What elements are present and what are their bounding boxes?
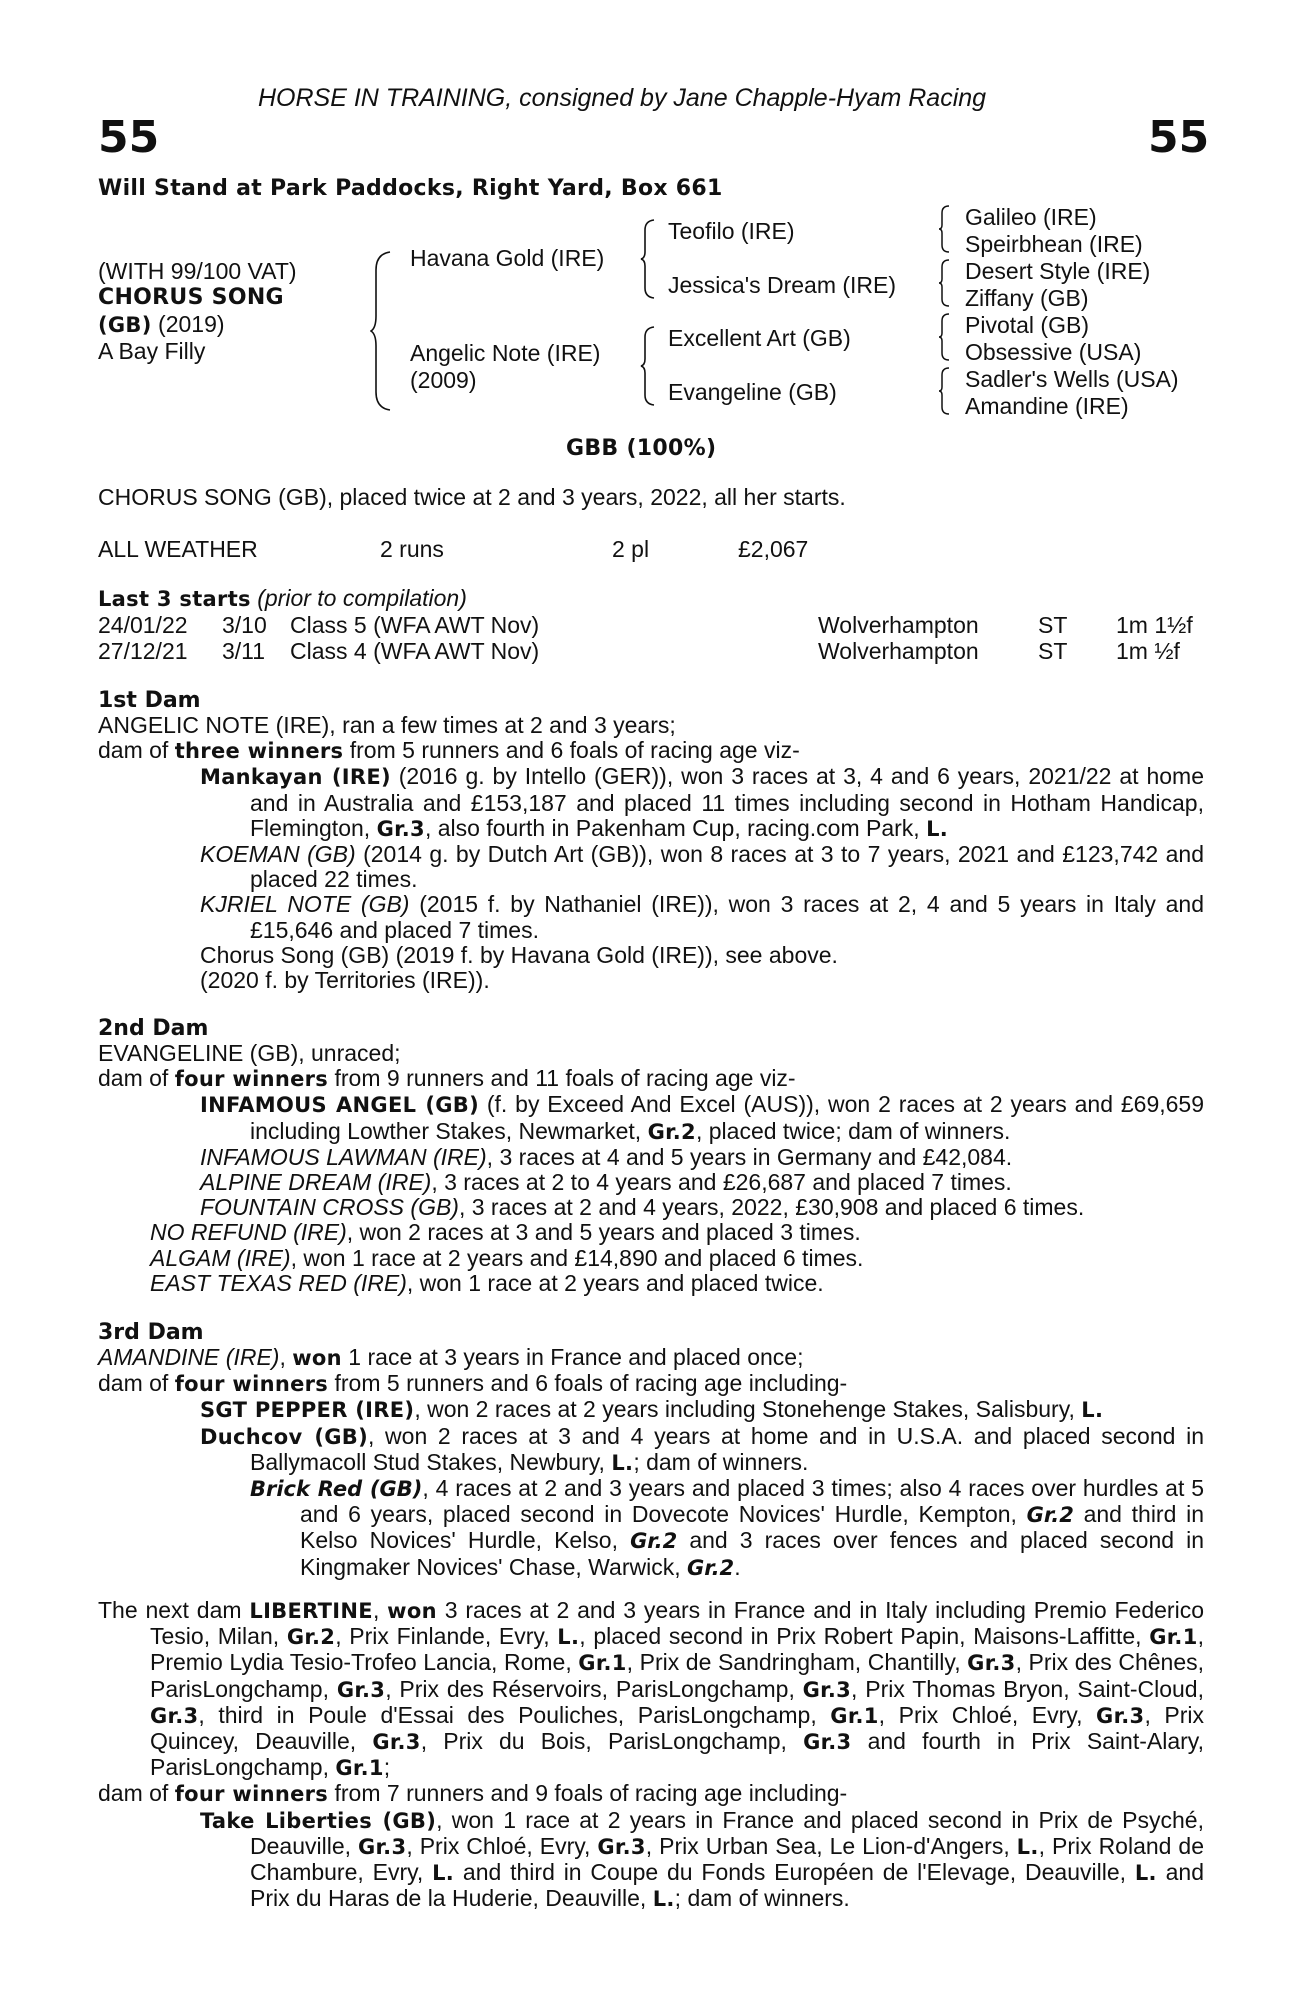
third-dam-heading: 3rd Dam [98,1320,204,1345]
pedigree-brace-dam [640,325,658,407]
descendant-infamous-lawman: INFAMOUS LAWMAN (IRE), 3 races at 4 and 5 years in Germany and £42,084. [200,1143,1013,1170]
second-dam-line: EVANGELINE (GB), unraced; [98,1040,401,1066]
produce-kjriel-note: KJRIEL NOTE (GB) (2015 f. by Nathaniel (IRE)), won 3 races at 2, 4 and 5 years in Italy and £15,646 and placed 7 times. [200,891,1204,943]
pedigree-dds: Sadler's Wells (USA) [965,366,1179,392]
produce-no-refund: NO REFUND (IRE), won 2 races at 3 and 5 years and placed 3 times. [150,1219,861,1246]
pedigree-sire-sire: Teofilo (IRE) [668,218,795,244]
next-dam-section [98,1598,1204,1912]
start-position: 3/11 [222,638,266,664]
pedigree-brace-ss [938,204,952,254]
pedigree-dam-dam: Evangeline (GB) [668,379,837,405]
start-position: 3/10 [222,612,267,638]
vat-note: (WITH 99/100 VAT) [98,258,297,284]
race-summary: CHORUS SONG (GB), placed twice at 2 and 3 years, 2022, all her starts. [98,484,846,510]
gbb-rating: GBB (100%) [566,436,717,461]
second-dam-section [98,1041,1204,1296]
pedigree-dam: Angelic Note (IRE) [410,340,601,366]
first-dam-line: ANGELIC NOTE (IRE), ran a few times at 2 and 3 years; [98,712,676,738]
second-dam-heading: 2nd Dam [98,1016,209,1041]
produce-east-texas-red: EAST TEXAS RED (IRE), won 1 race at 2 years and placed twice. [150,1269,824,1296]
descendant-fountain-cross: FOUNTAIN CROSS (GB), 3 races at 2 and 4 years, 2022, £30,908 and placed 6 times. [200,1194,1085,1221]
third-dam-line: AMANDINE (IRE), won 1 race at 3 years in France and placed once; [98,1344,804,1370]
record-surface: ALL WEATHER [98,536,258,562]
start-date: 24/01/22 [98,612,188,638]
horse-country: (GB) [98,313,152,337]
last-starts-heading [98,586,467,612]
produce-algam: ALGAM (IRE), won 1 race at 2 years and £14,890 and placed 6 times. [150,1244,864,1271]
pedigree-sdd: Ziffany (GB) [965,285,1089,311]
next-dam-line: The next dam LIBERTINE, won 3 races at 2 and 3 years in France and in Italy including Premio Federico Tesio, Milan, Gr.2, Prix Finlande, Evry, L., placed second in Prix Robert Papin, Maisons-Laffitte, Gr.1, Premio Lydia Tesio-Trofeo Lancia, Rome, Gr.1, Prix de Sandringham, Chantilly, Gr.3, Prix des Chênes, ParisLongchamp, Gr.3, Prix des Réservoirs, ParisLongchamp, Gr.3, Prix Thomas Bryon, Saint-Cloud, Gr.3, third in Poule d'Essai des Pouliches, ParisLongchamp, Gr.1, Prix Chloé, Evry, Gr.3, Prix Quincey, Deauville, Gr.3, Prix du Bois, ParisLongchamp, Gr.3 and fourth in Prix Saint-Alary, ParisLongchamp, Gr.1; [98,1597,1205,1781]
pedigree-sds: Desert Style (IRE) [965,258,1151,284]
pedigree-sire-dam: Jessica's Dream (IRE) [668,272,897,298]
pedigree-brace-dd [938,366,952,416]
horse-year: (2019) [158,311,225,337]
horse-description: A Bay Filly [98,338,206,364]
horse-origin [98,312,225,338]
third-dam-produce-line: dam of four winners from 5 runners and 6 foals of racing age including- [98,1370,848,1397]
start-race: Class 5 (WFA AWT Nov) [290,612,540,638]
consignment-line: HORSE IN TRAINING, consigned by Jane Chapple-Hyam Racing [258,84,987,112]
pedigree-dsd: Obsessive (USA) [965,339,1142,365]
produce-mankayan: Mankayan (IRE) (2016 g. by Intello (GER)), won 3 races at 3, 4 and 6 years, 2021/22 at home and in Australia and £153,187 and placed 11 times including second in Hotham Handicap, Flemington, Gr.3, also fourth in Pakenham Cup, racing.com Park, L. [200,763,1204,841]
descendant-alpine-dream: ALPINE DREAM (IRE), 3 races at 2 to 4 years and £26,687 and placed 7 times. [200,1169,1012,1196]
record-runs: 2 runs [380,536,444,562]
start-course: Wolverhampton [818,638,979,664]
produce-sgt-pepper: SGT PEPPER (IRE), won 2 races at 2 years including Stonehenge Stakes, Salisbury, L. [200,1396,1104,1423]
last-starts-title: Last 3 starts [98,587,251,611]
produce-take-liberties: Take Liberties (GB), won 1 race at 2 years in France and placed second in Prix de Psyché, Deauville, Gr.3, Prix Chloé, Evry, Gr.3, Prix Urban Sea, Le Lion-d'Angers, L., Prix Roland de Chambure, Evry, L. and third in Coupe du Fonds Européen de l'Elevage, Deauville, L. and Prix du Haras de la Huderie, Deauville, L.; dam of winners. [200,1806,1204,1912]
pedigree-dam-sire: Excellent Art (GB) [668,325,851,351]
pedigree-dss: Pivotal (GB) [965,312,1089,338]
start-surface: ST [1038,612,1068,638]
lot-number-left: 55 [98,112,160,163]
pedigree-ddd: Amandine (IRE) [965,393,1129,419]
pedigree-sss: Galileo (IRE) [965,204,1097,230]
next-dam-produce-line: dam of four winners from 7 runners and 9 foals of racing age including- [98,1780,848,1807]
start-course: Wolverhampton [818,612,979,638]
pedigree-brace-main [370,250,394,412]
produce-chorus-song: Chorus Song (GB) (2019 f. by Havana Gold (IRE)), see above. [200,941,838,968]
last-starts-note: (prior to compilation) [257,585,467,611]
descendant-brick-red: Brick Red (GB), 4 races at 2 and 3 years and placed 3 times; also 4 races over hurdles at 5 and 6 years, placed second in Dovecote Novices' Hurdle, Kempton, Gr.2 and third in Kelso Novices' Hurdle, Kelso, Gr.2 and 3 races over fences and placed second in Kingmaker Novices' Chase, Warwick, Gr.2. [250,1475,1204,1580]
pedigree-brace-sd [938,258,952,308]
start-date: 27/12/21 [98,638,188,664]
pedigree-brace-ds [938,312,952,362]
produce-infamous-angel: INFAMOUS ANGEL (GB) (f. by Exceed And Excel (AUS)), won 2 races at 2 years and £69,659 including Lowther Stakes, Newmarket, Gr.2, placed twice; dam of winners. [200,1091,1204,1144]
record-placed: 2 pl [612,536,650,562]
second-dam-produce-line: dam of four winners from 9 runners and 11 foals of racing age viz- [98,1065,796,1092]
first-dam-produce-line: dam of three winners from 5 runners and 6 foals of racing age viz- [98,737,800,764]
produce-2020-foal: (2020 f. by Territories (IRE)). [200,967,490,994]
start-surface: ST [1038,638,1068,664]
pedigree-brace-sire [640,218,658,300]
first-dam-heading: 1st Dam [98,688,201,713]
start-distance: 1m 1½f [1116,612,1193,638]
produce-duchcov: Duchcov (GB), won 2 races at 3 and 4 years at home and in U.S.A. and placed second in Ballymacoll Stud Stakes, Newbury, L.; dam of winners. [200,1422,1204,1475]
produce-koeman: KOEMAN (GB) (2014 g. by Dutch Art (GB)), won 8 races at 3 to 7 years, 2021 and £123,742 and placed 22 times. [200,841,1204,893]
first-dam-section [98,713,1204,993]
third-dam-section [98,1345,1204,1581]
horse-name: CHORUS SONG [98,285,284,310]
pedigree-dam-year: (2009) [410,367,477,393]
record-earnings: £2,067 [738,536,809,562]
start-distance: 1m ½f [1116,638,1180,664]
pedigree-sire: Havana Gold (IRE) [410,245,605,271]
lot-number-right: 55 [1148,112,1210,163]
stand-location: Will Stand at Park Paddocks, Right Yard, Box 661 [98,176,723,201]
pedigree-ssd: Speirbhean (IRE) [965,231,1143,257]
start-race: Class 4 (WFA AWT Nov) [290,638,540,664]
